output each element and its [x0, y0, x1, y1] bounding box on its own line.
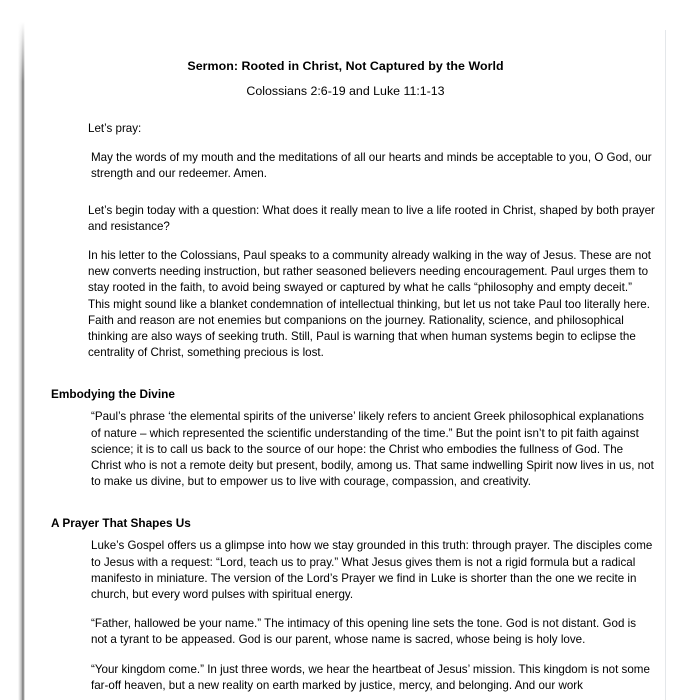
document-body — [26, 99, 665, 694]
document-page — [26, 0, 665, 700]
section-paragraph-a-prayer-that-shapes-us-1: Luke’s Gospel offers us a glimpse into how we stay grounded in this truth: through prayer. The disciples come to Jesus with a request: “Lord, teach us to pray.” What Jesus gives them is not a rigid formula but a radical manifesto in miniature. The version of the Lord’s Prayer we find in Luke is shorter than the one we recite in church, but every word pulses with spiritual energy. — [91, 539, 653, 602]
section-paragraph-a-prayer-that-shapes-us-2: “Father, hallowed be your name.” The intimacy of this opening line sets the tone. God is not distant. God is not a tyrant to be appeased. God is our parent, whose name is sacred, whose being is holy love. — [91, 617, 636, 647]
document-title: Sermon: Rooted in Christ, Not Captured by the World — [187, 59, 504, 73]
section-paragraph-a-prayer-that-shapes-us-3: “Your kingdom come.” In just three words, we hear the heartbeat of Jesus’ mission. This kingdom is not some far-off heaven, but a new reality on earth marked by justice, mercy, and belonging. And our work — [91, 662, 650, 692]
colossians-paragraph: In his letter to the Colossians, Paul speaks to a community already walking in the way of Jesus. These are not new converts needing instruction, but rather seasoned believers needing encouragement. Paul urges them to stay rooted in the faith, to avoid being swayed or captured by what he calls “philosophy and empty deceit.” This might sound like a blanket condemnation of intellectual thinking, but let us not take Paul too literally here. Faith and reason are not enemies but companions on the journey. Rationality, science, and philosophical thinking are also ways of seeking truth. Still, Paul is warning that when human systems begin to eclipse the centrality of Christ, something precious is lost. — [88, 249, 652, 360]
opening-question-paragraph: Let’s begin today with a question: What does it really mean to live a life rooted in Christ, shaped by both prayer and resistance? — [88, 203, 655, 233]
prayer-text: May the words of my mouth and the meditations of all our hearts and minds be acceptable to you, O God, our strength and our redeemer. Amen. — [91, 151, 652, 181]
section-heading-a-prayer-that-shapes-us: A Prayer That Shapes Us — [51, 516, 191, 531]
section-heading-embodying-the-divine: Embodying the Divine — [51, 387, 175, 402]
prayer-label: Let’s pray: — [88, 122, 142, 135]
section-paragraph-embodying-the-divine-1: “Paul’s phrase ‘the elemental spirits of the universe’ likely refers to ancient Greek philosophical explanations of nature – which represented the scientific understanding of the time.” But the point isn’t to pit faith against science; it is to call us back to the source of our hope: the Christ who embodies the fullness of God. The Christ who is not a remote deity but present, bodily, among us. That same indwelling Spirit now lives in us, not to make us divine, but to empower us to live with courage, compassion, and creativity. — [91, 410, 654, 489]
scripture-reference-subtitle: Colossians 2:6-19 and Luke 11:1-13 — [246, 83, 445, 98]
page-left-edge-shadow — [18, 22, 25, 700]
page-left-edge-shadow-fade — [18, 22, 25, 82]
